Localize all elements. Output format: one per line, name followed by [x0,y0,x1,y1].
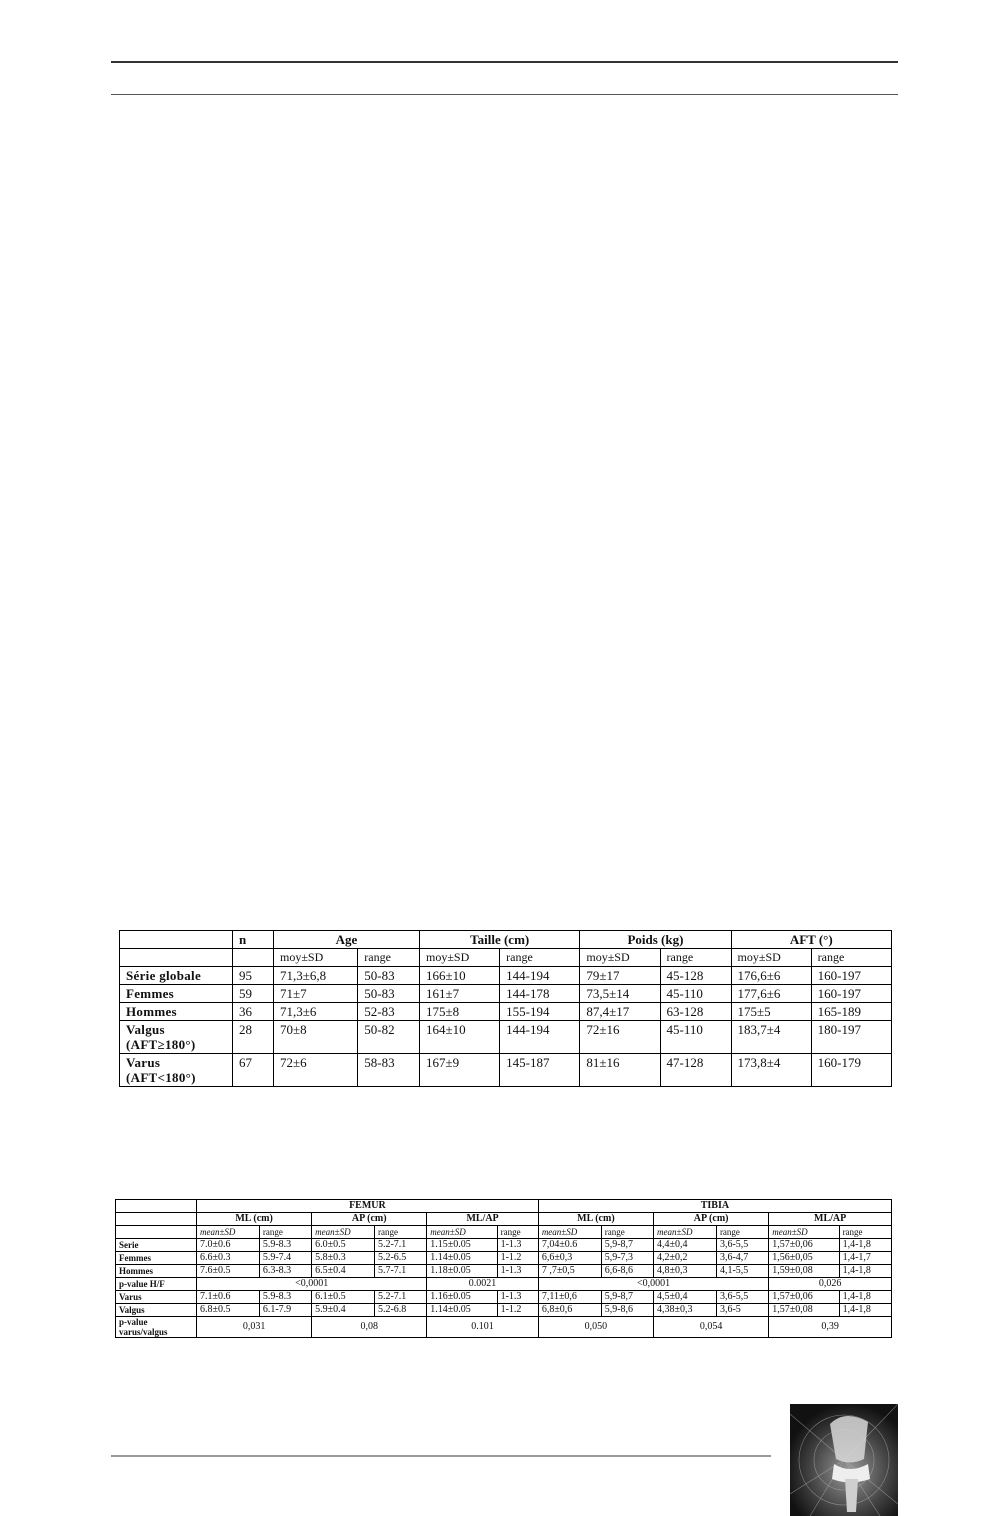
table-cell: 180-197 [811,1021,891,1054]
table-cell: 1,59±0,08 [769,1265,839,1278]
table-cell: 6.5±0.4 [312,1265,375,1278]
table-cell: 1,56±0,05 [769,1252,839,1265]
table-row [116,1304,892,1317]
col-aft: AFT (°) [731,931,891,949]
table-cell: 5,9-7,3 [601,1252,653,1265]
table-cell: 5.9-8.3 [259,1291,311,1304]
subheader: moy±SD [731,949,811,967]
col-poids: Poids (kg) [580,931,731,949]
table-cell: 4,38±0,3 [654,1304,717,1317]
col-n: n [233,931,274,949]
col-tibia-ap: AP (cm) [654,1213,769,1226]
table-cell: 71,3±6,8 [274,967,358,985]
col-femur-mlap: ML/AP [427,1213,539,1226]
row-label: Varus [116,1291,197,1304]
table-cell: 5.9-7.4 [259,1252,311,1265]
subheader: mean±SD [197,1226,260,1239]
pvalue-vv-row [116,1317,892,1338]
table-cell: 6,6-8,6 [601,1265,653,1278]
row-label-sub: (AFT≥180°) [126,1037,196,1052]
subheader: moy±SD [580,949,660,967]
pvalue-cell: 0,39 [769,1317,892,1338]
table-cell: 45-128 [660,967,731,985]
row-label: Femmes [116,1252,197,1265]
subheader: mean±SD [654,1226,717,1239]
table-cell: 144-178 [500,985,580,1003]
row-label [116,1317,197,1338]
table-cell: 59 [233,985,274,1003]
table-cell: 6.1±0.5 [312,1291,375,1304]
table-row [120,985,892,1003]
table-cell: 45-110 [660,1021,731,1054]
row-label-text: Hommes [126,1004,177,1019]
table-row [120,1054,892,1087]
table-cell: 145-187 [500,1054,580,1087]
table-cell: 5.9±0.4 [312,1304,375,1317]
subheader: range [259,1226,311,1239]
pvalue-cell: 0,054 [654,1317,769,1338]
pvalue-hf-row [116,1278,892,1291]
table-cell: 1,57±0,06 [769,1291,839,1304]
subheader: range [660,949,731,967]
row-label-line2: varus/valgus [119,1327,168,1337]
table-cell: 1.14±0.05 [427,1252,497,1265]
table-subheader-row [120,949,892,967]
table-cell: 63-128 [660,1003,731,1021]
group-tibia: TIBIA [538,1200,891,1213]
table-cell: 7,11±0,6 [538,1291,601,1304]
table-cell: 47-128 [660,1054,731,1087]
table-cell: 161±7 [419,985,499,1003]
row-label-line1: p-value [119,1317,148,1327]
table-header-row [116,1213,892,1226]
table-cell: 81±16 [580,1054,660,1087]
table-row [116,1265,892,1278]
table-cell: 1,4-1,8 [839,1265,891,1278]
table-cell: 5.2-6.5 [374,1252,426,1265]
pvalue-cell: 0,026 [769,1278,892,1291]
pvalue-cell: 0,050 [538,1317,653,1338]
table-cell: 72±6 [274,1054,358,1087]
table-cell: 167±9 [419,1054,499,1087]
table-cell: 1,4-1,8 [839,1304,891,1317]
table-row [120,1021,892,1054]
row-label-text: Femmes [126,986,174,1001]
table-cell: 160-179 [811,1054,891,1087]
table-cell: 5.8±0.3 [312,1252,375,1265]
table-cell: 166±10 [419,967,499,985]
subheader: range [358,949,420,967]
table-cell: 72±16 [580,1021,660,1054]
row-label [120,1021,233,1054]
table-cell: 160-197 [811,967,891,985]
table-body [116,1239,892,1278]
table-cell: 1-1.3 [497,1265,538,1278]
table-cell: 6.6±0.3 [197,1252,260,1265]
row-label-sub: (AFT<180°) [126,1070,196,1085]
col-femur-ml: ML (cm) [197,1213,312,1226]
table-cell: 3,6-4,7 [716,1252,768,1265]
table-cell: 5,9-8,7 [601,1291,653,1304]
table-cell: 6.0±0.5 [312,1239,375,1252]
row-label [120,1054,233,1087]
table-cell: 6,8±0,6 [538,1304,601,1317]
table-cell: 5.2-7.1 [374,1291,426,1304]
header-rule [111,61,898,63]
dimensions-table [115,1199,892,1338]
table-cell: 5,9-8,6 [601,1304,653,1317]
subheader: range [374,1226,426,1239]
table-header-row [120,931,892,949]
table-cell: 50-82 [358,1021,420,1054]
table-cell: 1,4-1,8 [839,1291,891,1304]
table-cell: 144-194 [500,1021,580,1054]
table-cell: 173,8±4 [731,1054,811,1087]
table-cell: 165-189 [811,1003,891,1021]
table-cell: 71±7 [274,985,358,1003]
pvalue-cell: 0,08 [312,1317,427,1338]
table-cell: 28 [233,1021,274,1054]
subheader: moy±SD [274,949,358,967]
table-cell: 6.8±0.5 [197,1304,260,1317]
table-cell: 175±8 [419,1003,499,1021]
table-cell: 71,3±6 [274,1003,358,1021]
group-femur: FEMUR [197,1200,539,1213]
table-cell: 183,7±4 [731,1021,811,1054]
row-label [120,967,233,985]
table-subheader-row [116,1226,892,1239]
table-cell: 73,5±14 [580,985,660,1003]
pvalue-cell: 0,031 [197,1317,312,1338]
subheader: range [601,1226,653,1239]
table-cell: 7.1±0.6 [197,1291,260,1304]
table-row [116,1239,892,1252]
table-cell: 1-1.3 [497,1239,538,1252]
subheader: moy±SD [419,949,499,967]
table-cell: 6.1-7.9 [259,1304,311,1317]
table-cell: 79±17 [580,967,660,985]
row-label-text: Série globale [126,968,202,983]
table-cell: 1,57±0,06 [769,1239,839,1252]
table-cell: 1-1.3 [497,1291,538,1304]
table-cell: 1,4-1,7 [839,1252,891,1265]
table-cell: 1,4-1,8 [839,1239,891,1252]
subheader: mean±SD [769,1226,839,1239]
table-cell: 1-1.2 [497,1304,538,1317]
table-cell: 164±10 [419,1021,499,1054]
header-rule-thin [111,94,898,95]
table-cell: 1.15±0.05 [427,1239,497,1252]
table-group-header-row [116,1200,892,1213]
table-row [116,1291,892,1304]
subheader: mean±SD [427,1226,497,1239]
table-cell: 4,2±0,2 [654,1252,717,1265]
table-cell: 4,4±0,4 [654,1239,717,1252]
table-cell: 1.14±0.05 [427,1304,497,1317]
table-body [116,1291,892,1317]
table-cell: 4,5±0,4 [654,1291,717,1304]
subheader: mean±SD [538,1226,601,1239]
subheader: range [839,1226,891,1239]
table-cell: 4,1-5,5 [716,1265,768,1278]
subheader: range [497,1226,538,1239]
table-cell: 52-83 [358,1003,420,1021]
footer-rule [111,1455,771,1457]
col-tibia-mlap: ML/AP [769,1213,892,1226]
col-femur-ap: AP (cm) [312,1213,427,1226]
table-row [120,967,892,985]
table-cell: 36 [233,1003,274,1021]
row-label: Valgus [116,1304,197,1317]
knee-implant-image [790,1404,898,1516]
table-cell: 6.3-8.3 [259,1265,311,1278]
col-age: Age [274,931,420,949]
pvalue-cell: <0,0001 [197,1278,427,1291]
table-cell: 7.0±0.6 [197,1239,260,1252]
table-cell: 3,6-5,5 [716,1291,768,1304]
table-cell: 5.7-7.1 [374,1265,426,1278]
table-cell: 87,4±17 [580,1003,660,1021]
subheader: range [716,1226,768,1239]
table-cell: 144-194 [500,967,580,985]
table-cell: 4,8±0,3 [654,1265,717,1278]
table-cell: 45-110 [660,985,731,1003]
table-cell: 1-1.2 [497,1252,538,1265]
table-cell: 50-83 [358,967,420,985]
table-cell: 1,57±0,08 [769,1304,839,1317]
subheader: range [500,949,580,967]
table-cell: 175±5 [731,1003,811,1021]
table-cell: 155-194 [500,1003,580,1021]
table-cell: 3,6-5,5 [716,1239,768,1252]
row-label [120,985,233,1003]
table-cell: 1.16±0.05 [427,1291,497,1304]
table-cell: 5.2-6.8 [374,1304,426,1317]
subheader: mean±SD [312,1226,375,1239]
table-cell: 160-197 [811,985,891,1003]
table-cell: 177,6±6 [731,985,811,1003]
table-cell: 1.18±0.05 [427,1265,497,1278]
row-label-text: Varus [126,1055,161,1070]
table-cell: 3,6-5 [716,1304,768,1317]
table-cell: 6,6±0,3 [538,1252,601,1265]
row-label: Serie [116,1239,197,1252]
table-cell: 50-83 [358,985,420,1003]
table-cell: 58-83 [358,1054,420,1087]
subheader: range [811,949,891,967]
row-label: Hommes [116,1265,197,1278]
demographics-table [119,930,892,1087]
col-taille: Taille (cm) [419,931,579,949]
table-cell: 5.2-7.1 [374,1239,426,1252]
row-label: p-value H/F [116,1278,197,1291]
table-cell: 67 [233,1054,274,1087]
table-cell: 7,04±0.6 [538,1239,601,1252]
table-cell: 176,6±6 [731,967,811,985]
table-row [116,1252,892,1265]
pvalue-cell: 0.0021 [427,1278,539,1291]
table-cell: 7 ,7±0,5 [538,1265,601,1278]
row-label [120,1003,233,1021]
table-cell: 7.6±0.5 [197,1265,260,1278]
pvalue-cell: <0,0001 [538,1278,768,1291]
knee-implant-graphic [790,1404,898,1516]
table-row [120,1003,892,1021]
table-cell: 70±8 [274,1021,358,1054]
row-label-text: Valgus [126,1022,165,1037]
table-cell: 95 [233,967,274,985]
table-body [120,967,892,1087]
pvalue-cell: 0.101 [427,1317,539,1338]
col-tibia-ml: ML (cm) [538,1213,653,1226]
table-cell: 5.9-8.3 [259,1239,311,1252]
table-cell: 5,9-8,7 [601,1239,653,1252]
